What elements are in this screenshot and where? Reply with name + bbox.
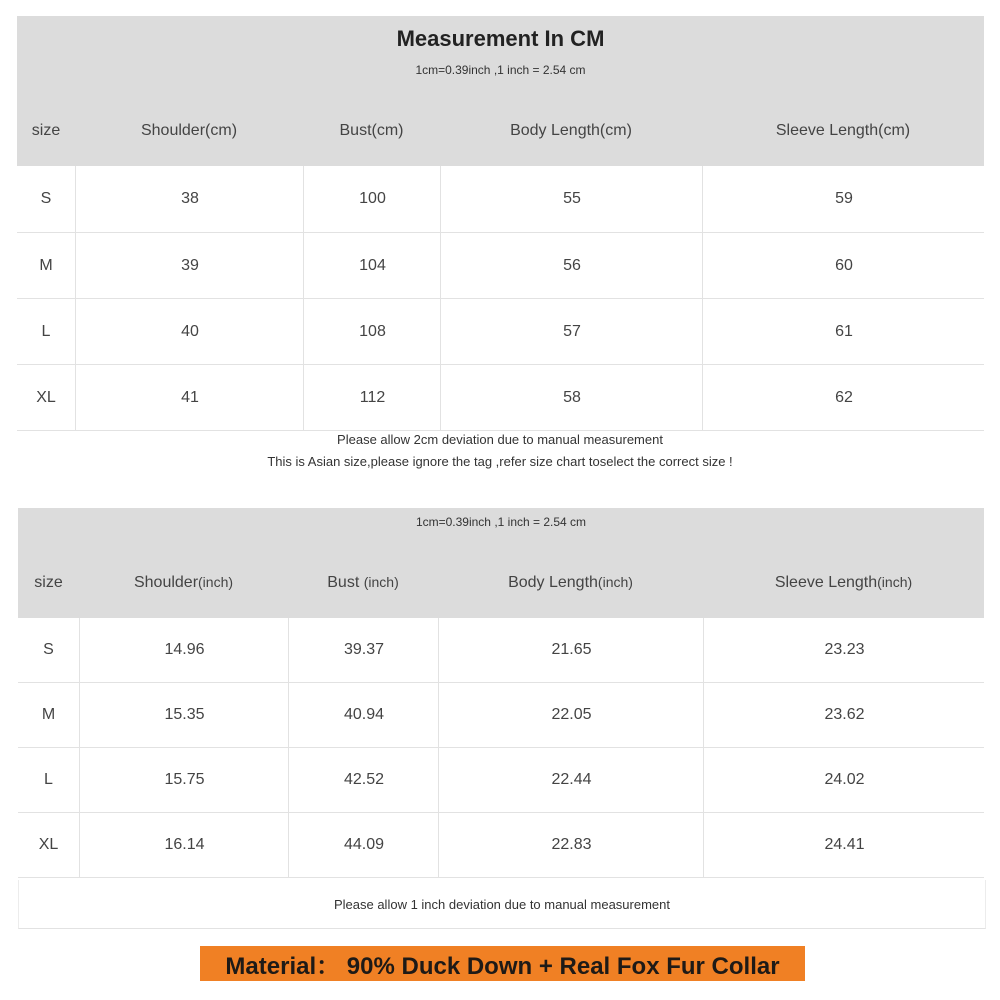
bust-cell: 44.09 bbox=[288, 813, 439, 877]
asian-size-note: This is Asian size,please ignore the tag ,refer size chart toselect the correct size ! bbox=[267, 454, 733, 469]
cm-table-header bbox=[17, 16, 984, 166]
sleeve-length-cell: 24.02 bbox=[703, 748, 985, 812]
body-length-cell: 22.05 bbox=[438, 683, 704, 747]
sleeve-length-cell: 59 bbox=[702, 166, 985, 232]
body-length-cell: 22.83 bbox=[438, 813, 704, 877]
shoulder-cell: 38 bbox=[75, 166, 304, 232]
table-row bbox=[17, 166, 984, 233]
table-row bbox=[17, 365, 984, 431]
size-cell: XL bbox=[38, 836, 59, 853]
size-cell: L bbox=[41, 322, 51, 340]
body-length-cell: 56 bbox=[440, 233, 703, 298]
bust-cell: 40.94 bbox=[288, 683, 439, 747]
inch-deviation-note: Please allow 1 inch deviation due to manual measurement bbox=[18, 880, 986, 929]
inch-table-header bbox=[18, 508, 984, 618]
cm-table-body bbox=[17, 166, 984, 431]
sleeve-length-cell: 60 bbox=[702, 233, 985, 298]
table-row bbox=[17, 233, 984, 299]
shoulder-cell: 41 bbox=[75, 365, 304, 430]
size-cell: XL bbox=[36, 388, 56, 406]
sleeve-length-cell: 23.62 bbox=[703, 683, 985, 747]
size-cell: M bbox=[39, 256, 53, 274]
inch-size-table bbox=[18, 508, 984, 878]
header-sleeve-length: Sleeve Length(inch) bbox=[774, 574, 913, 591]
header-bust: Bust(cm) bbox=[339, 122, 404, 139]
shoulder-cell: 15.75 bbox=[79, 748, 289, 812]
inch-table-body bbox=[18, 618, 984, 878]
header-size: size bbox=[34, 574, 63, 591]
shoulder-cell: 16.14 bbox=[79, 813, 289, 877]
table-row bbox=[18, 748, 984, 813]
header-bust: Bust (inch) bbox=[327, 574, 399, 591]
bust-cell: 104 bbox=[303, 233, 441, 298]
size-cell: M bbox=[41, 706, 56, 723]
size-cell: S bbox=[43, 641, 54, 658]
inch-conversion-note: 1cm=0.39inch ,1 inch = 2.54 cm bbox=[415, 515, 587, 529]
table-row bbox=[18, 813, 984, 878]
table-row bbox=[18, 618, 984, 683]
size-cell: S bbox=[40, 190, 52, 207]
header-sleeve-length: Sleeve Length(cm) bbox=[775, 122, 911, 139]
sleeve-length-cell: 62 bbox=[702, 365, 985, 430]
cm-table-title: Measurement In CM bbox=[396, 26, 605, 51]
body-length-cell: 21.65 bbox=[438, 618, 704, 682]
bust-cell: 39.37 bbox=[288, 618, 439, 682]
shoulder-cell: 14.96 bbox=[79, 618, 289, 682]
shoulder-cell: 39 bbox=[75, 233, 304, 298]
bust-cell: 112 bbox=[303, 365, 441, 430]
shoulder-cell: 15.35 bbox=[79, 683, 289, 747]
body-length-cell: 55 bbox=[440, 166, 703, 232]
cm-deviation-notes bbox=[0, 429, 1000, 473]
header-body-length: Body Length(inch) bbox=[508, 574, 633, 591]
size-cell: L bbox=[44, 771, 53, 788]
table-row bbox=[18, 683, 984, 748]
header-size: size bbox=[31, 122, 61, 139]
material-banner: Material： 90% Duck Down + Real Fox Fur Collar bbox=[200, 946, 805, 981]
header-body-length: Body Length(cm) bbox=[510, 122, 632, 139]
cm-size-table bbox=[17, 16, 984, 431]
bust-cell: 42.52 bbox=[288, 748, 439, 812]
cm-conversion-note: 1cm=0.39inch ,1 inch = 2.54 cm bbox=[415, 63, 586, 77]
bust-cell: 108 bbox=[303, 299, 441, 364]
table-row bbox=[17, 299, 984, 365]
body-length-cell: 58 bbox=[440, 365, 703, 430]
sleeve-length-cell: 23.23 bbox=[703, 618, 985, 682]
sleeve-length-cell: 61 bbox=[702, 299, 985, 364]
header-shoulder: Shoulder(cm) bbox=[140, 122, 238, 139]
bust-cell: 100 bbox=[303, 166, 441, 232]
shoulder-cell: 40 bbox=[75, 299, 304, 364]
header-shoulder: Shoulder(inch) bbox=[133, 574, 234, 591]
body-length-cell: 57 bbox=[440, 299, 703, 364]
body-length-cell: 22.44 bbox=[438, 748, 704, 812]
deviation-note: Please allow 2cm deviation due to manual measurement bbox=[337, 432, 663, 447]
sleeve-length-cell: 24.41 bbox=[703, 813, 985, 877]
